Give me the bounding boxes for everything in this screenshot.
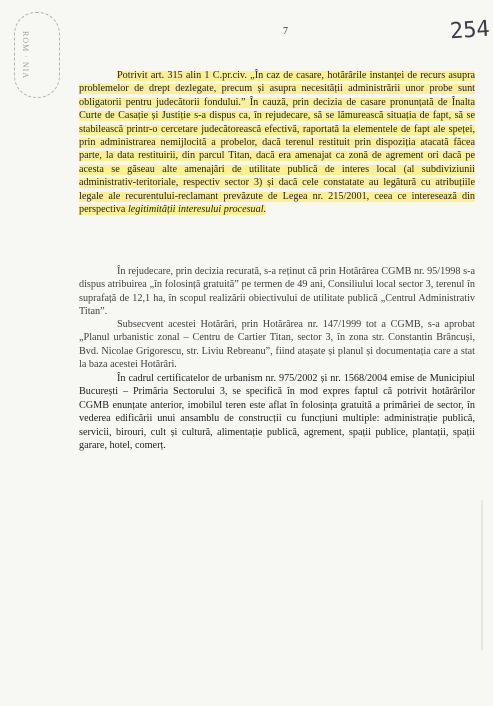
paragraph-1 (79, 69, 475, 216)
paragraph-3: Subsecvent acestei Hotărâri, prin Hotărârea nr. 147/1999 tot a CGMB, s-a aprobat „Planul urbanistic zonal – Centru de Cartier Titan, sector 3, în zona str. Constantin Brâncuși, Bvd. Nicolae Grigorescu, str. Liviu Rebreanu”, fiind atașate și planul și documentația care a stat la baza acestei Hotărâri. (79, 319, 475, 371)
stamp-text: ROM · NIA (21, 31, 30, 80)
handwritten-page-number: 254 (449, 16, 491, 45)
paragraph-1-text: Potrivit art. 315 alin 1 C.pr.civ. „În caz de casare, hotărârile instanței de recurs asupra problemelor de drept dezlegate, precum și asupra necesității administrării unor probe sunt obligatorii pentru judecătorii fondului.” În cauză, prin decizia de casare pronunțată de Înalta Curte de Casație și Justiție s-a dispus ca, în rejudecare, să se lămurească situația de fapt, să se stabilească printr-o cercetare judecătorească efectivă, raportată la elementele de fapt ale speței, prin administrarea nemijlocită a probelor, dacă terenul restituit prin dispoziția atacată făcea parte, la data restituirii, din parcul Titan, dacă era amenajat ca zonă de agrement ori dacă pe acesta se găseau alte amenajări de utilitate publică de interes local (al subdiviziunii administrativ-teritoriale, respectiv sector 3) și dacă cele constatate au legătură cu atribuțiile legale ale recurentului-reclamant prevăzute de Legea nr. 215/2001, ceea ce interesează din perspectiva (79, 70, 475, 216)
paragraph-1-italic: legitimității interesului procesual. (127, 204, 267, 216)
paragraph-4: În cadrul certificatelor de urbanism nr. 975/2002 și nr. 1568/2004 emise de Municipiul București – Primăria Sectorului 3, se specifică în mod expres faptul că potrivit hotărârilor CGMB enunțate anterior, imobilul teren este aflat în folosința gratuită a primăriei de sector, în vederea edificării unui ansamblu de construcții cu funcțiuni multiple: administrație publică, servicii, birouri, cult și cultură, alimentație publică, agrement, spații publice, plantații, spații garare, hotel, comerț. (79, 373, 475, 452)
scan-artifact (481, 500, 483, 650)
page-number: 7 (283, 26, 288, 37)
stamp-icon (14, 12, 60, 98)
paragraph-2: În rejudecare, prin decizia recurată, s-a reținut că prin Hotărârea CGMB nr. 95/1998 s-a dispus atribuirea „în folosință gratuită” pe termen de 49 ani, Consiliului local sector 3, terenul în suprafață de 12,1 ha, în scopul realizării obiectivului de utilitate publică „Centrul Administrativ Titan”. (79, 266, 475, 318)
